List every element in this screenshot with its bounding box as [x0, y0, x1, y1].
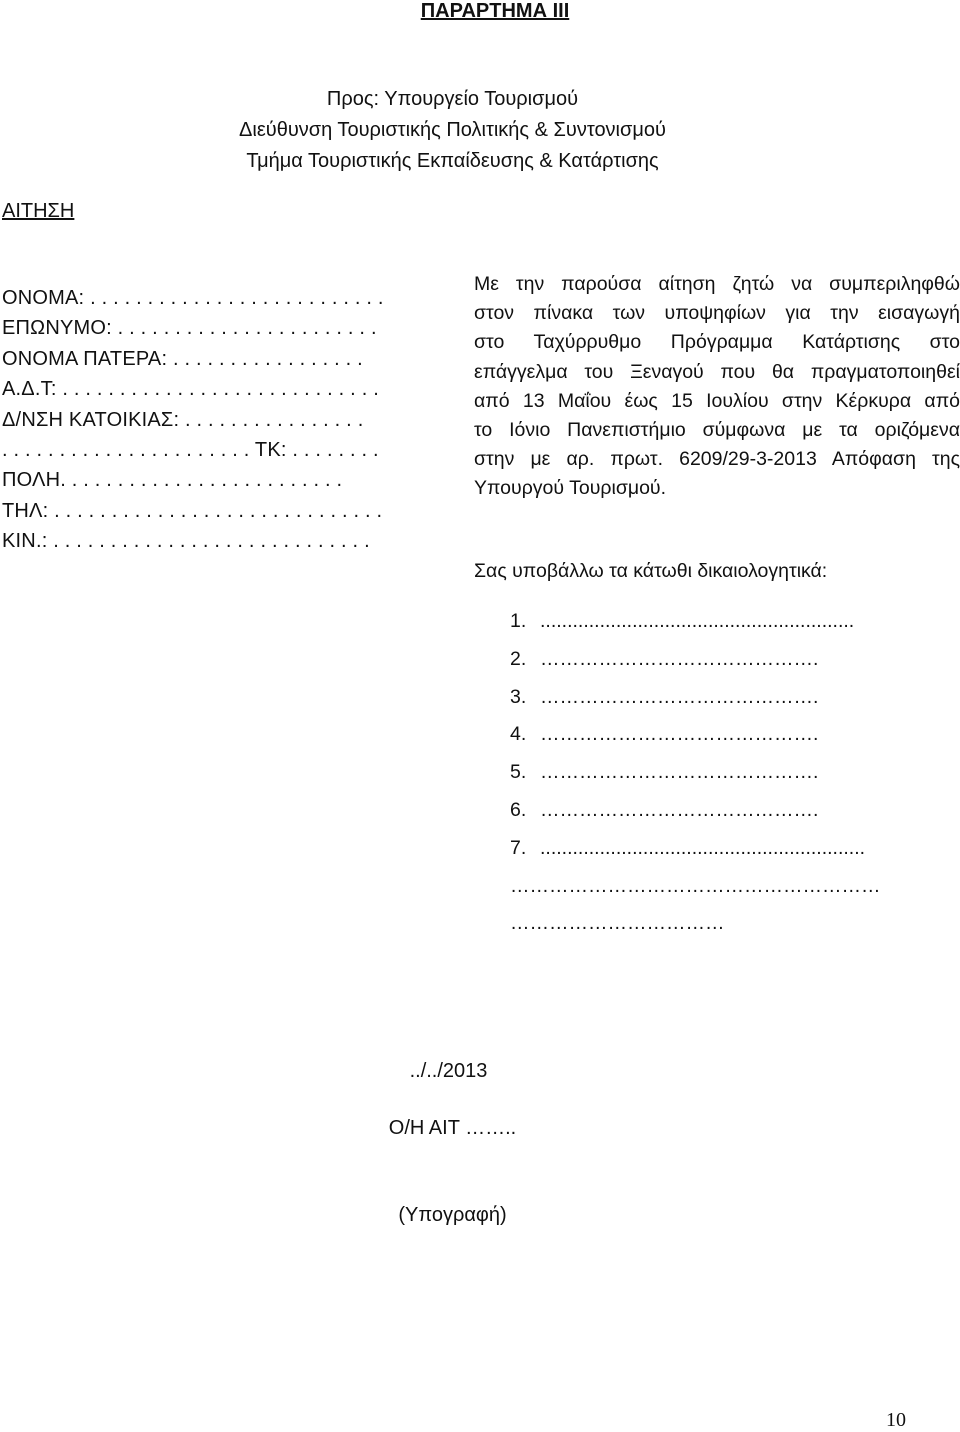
field-mobile: ΚΙΝ.: . . . . . . . . . . . . . . . . . . . . . . . . . . . .: [2, 530, 370, 553]
request-line: Με την παρούσα αίτηση ζητώ να συμπεριληφθώ: [474, 273, 960, 295]
document-number: 6.: [510, 798, 527, 821]
documents-list: [510, 603, 881, 943]
date-line: ../../2013: [409, 1060, 488, 1082]
field-name: ΟΝΟΜΑ: . . . . . . . . . . . . . . . . . . . . . . . . . .: [2, 287, 384, 309]
document-number: 4.: [510, 723, 527, 746]
extra-blank-line: ……………………………: [510, 912, 725, 935]
application-label: ΑΙΤΗΣΗ: [2, 200, 75, 222]
document-number: 3.: [510, 685, 527, 708]
document-blank: …………………………………….: [540, 685, 819, 708]
request-line: στην με αρ. πρωτ. 6209/29-3-2013 Απόφαση της: [474, 448, 960, 471]
applicant-fields: [2, 283, 384, 557]
request-line: από 13 Μαΐου έως 15 Ιουλίου στην Κέρκυρα από: [474, 389, 960, 412]
request-line: στο Ταχύρρυθμο Πρόγραμμα Κατάρτισης στο: [474, 331, 960, 354]
document-blank: …………………………………….: [540, 723, 819, 746]
documents-intro: Σας υποβάλλω τα κάτωθι δικαιολογητικά:: [474, 560, 828, 582]
recipient-line: Τμήμα Τουριστικής Εκπαίδευσης & Κατάρτισης: [246, 150, 659, 172]
field-phone: ΤΗΛ: . . . . . . . . . . . . . . . . . . . . . . . . . . . . .: [2, 499, 383, 522]
field-city: ΠΟΛΗ. . . . . . . . . . . . . . . . . . . . . . . . .: [2, 469, 343, 492]
document-blank: …………………………………….: [540, 647, 819, 670]
recipient-block: [0, 84, 905, 177]
applicant-line: Ο/Η ΑΙΤ ……..: [388, 1117, 517, 1139]
request-line: το Ιόνιο Πανεπιστήμιο σύμφωνα με τα οριζόμενα: [474, 419, 960, 442]
annex-title: ΠΑΡΑΡΤΗΜΑ ΙΙΙ: [420, 0, 570, 22]
document-number: 2.: [510, 647, 527, 670]
request-line: επάγγελμα του Ξεναγού που θα πραγματοποιηθεί: [474, 360, 960, 383]
recipient-line: Διεύθυνση Τουριστικής Πολιτικής & Συντονισμού: [239, 119, 666, 141]
field-address: Δ/ΝΣΗ ΚΑΤΟΙΚΙΑΣ: . . . . . . . . . . . . . . . .: [2, 408, 364, 431]
document-blank: …………………………………….: [540, 761, 819, 784]
request-line: Υπουργού Τουρισμού.: [474, 477, 667, 500]
page-number: 10: [886, 1409, 906, 1431]
document-item: [510, 716, 881, 754]
document-item: [510, 792, 881, 830]
request-paragraph: [474, 270, 960, 504]
field-postal-code: . . . . . . . . . . . . . . . . . . . . . . ΤΚ: . . . . . . . .: [2, 439, 379, 462]
request-line: στον πίνακα των υποψηφίων για την εισαγωγή: [474, 302, 960, 325]
extra-blank-line: …………………………………………………: [510, 874, 881, 897]
field-surname: ΕΠΩΝΥΜΟ: . . . . . . . . . . . . . . . . . . . . . . .: [2, 317, 377, 340]
recipient-line: Προς: Υπουργείο Τουρισμού: [326, 88, 579, 110]
document-item: [510, 754, 881, 792]
document-blank: ............................................................: [540, 836, 866, 859]
document-blank: ..........................................................: [540, 610, 855, 632]
document-number: 5.: [510, 761, 527, 784]
document-item: [510, 679, 881, 717]
field-id-number: Α.Δ.Τ: . . . . . . . . . . . . . . . . . . . . . . . . . . . .: [2, 378, 379, 401]
document-number: 1.: [510, 610, 527, 632]
document-item: [510, 641, 881, 679]
document-item: [510, 830, 881, 868]
signature-label: (Υπογραφή): [398, 1204, 507, 1226]
document-number: 7.: [510, 836, 527, 859]
field-father-name: ΟΝΟΜΑ ΠΑΤΕΡΑ: . . . . . . . . . . . . . . . . .: [2, 347, 363, 370]
document-item: [510, 603, 881, 641]
document-blank: …………………………………….: [540, 798, 819, 821]
